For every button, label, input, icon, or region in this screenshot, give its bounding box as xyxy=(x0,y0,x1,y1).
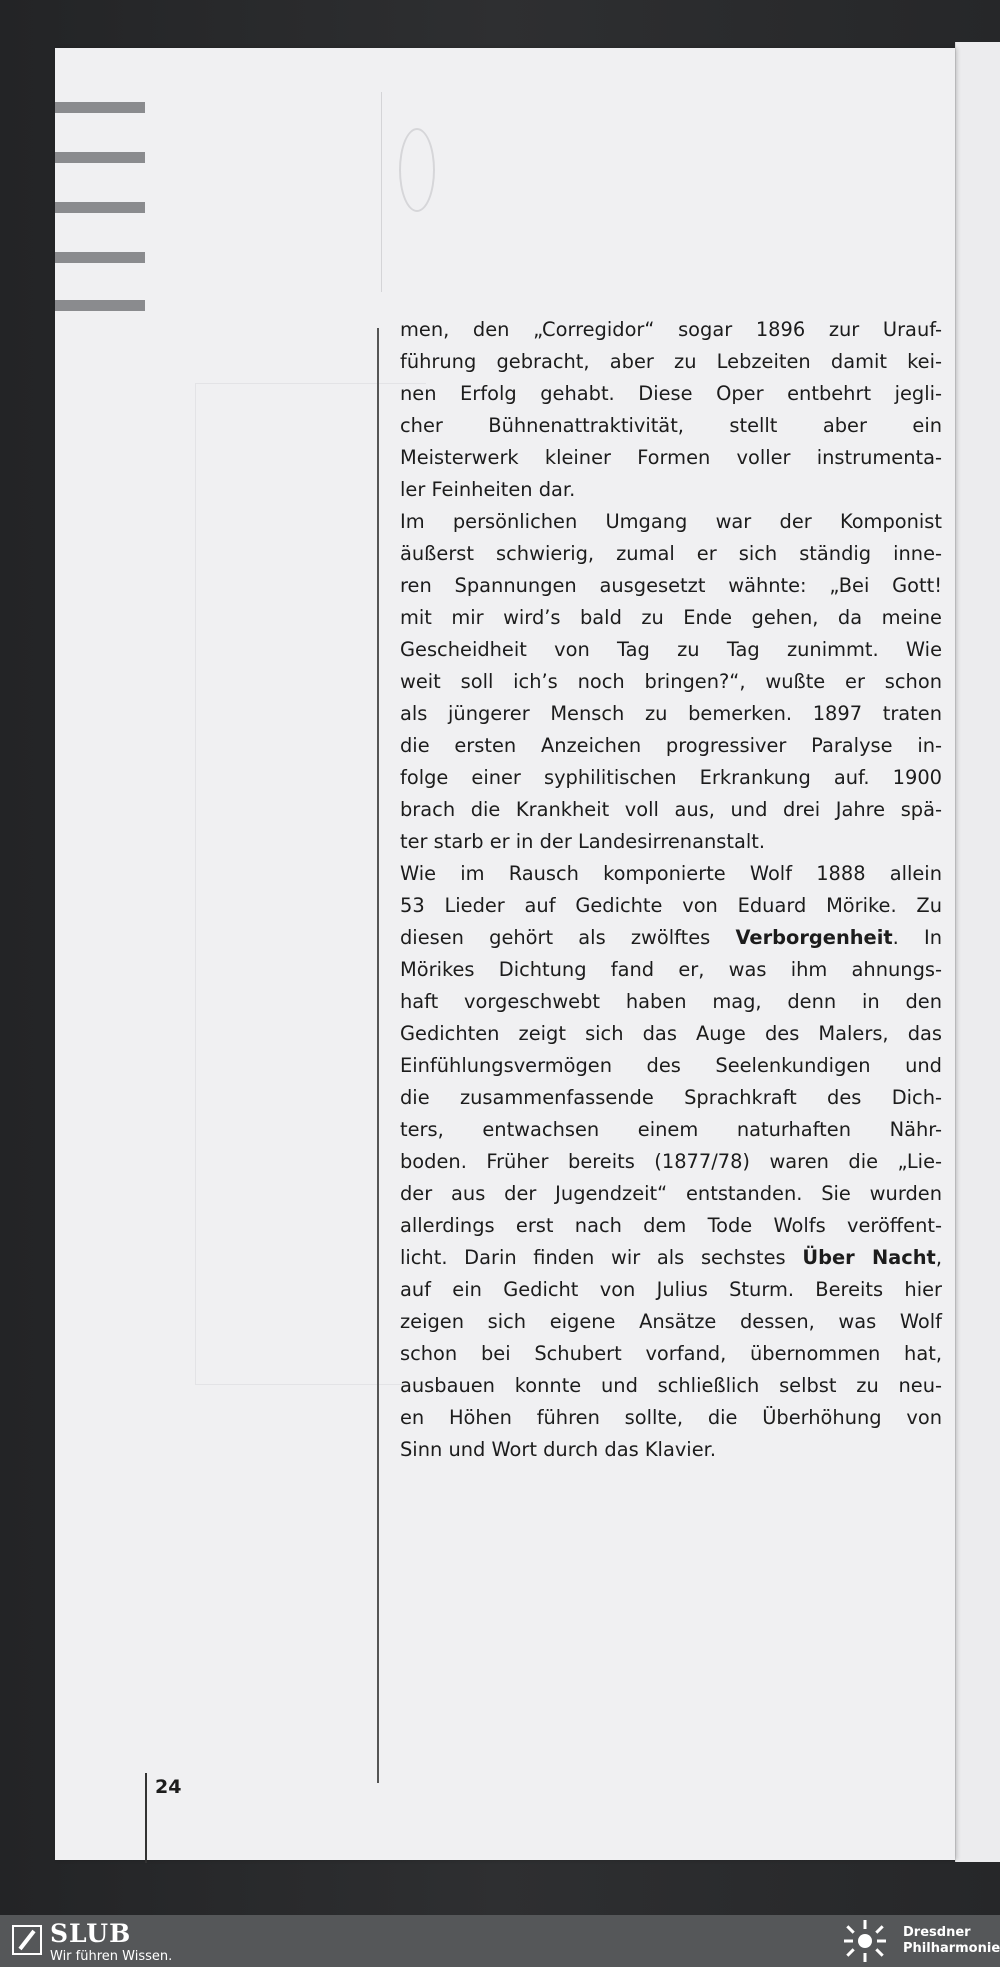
text-line xyxy=(400,954,942,986)
text-line xyxy=(400,1082,942,1114)
text-segment: schon bei Schubert vorfand, übernommen hat, xyxy=(400,1342,942,1365)
facing-page-edge xyxy=(955,42,1000,1862)
text-segment: ter starb er in der Landesirrenanstalt. xyxy=(400,830,765,853)
partner-name-line2: Philharmonie xyxy=(903,1941,1000,1956)
digitization-footer xyxy=(0,1915,1000,1967)
text-line xyxy=(400,1338,942,1370)
text-line xyxy=(400,826,942,858)
text-segment: ren Spannungen ausgesetzt wähnte: „Bei Gott! xyxy=(400,574,942,597)
song-title: Verborgenheit xyxy=(735,926,893,949)
text-segment: en Höhen führen sollte, die Überhöhung von xyxy=(400,1406,942,1429)
text-line xyxy=(400,442,942,474)
slub-logo-icon xyxy=(12,1925,42,1955)
text-segment: Einfühlungsvermögen des Seelenkundigen und xyxy=(400,1054,942,1077)
text-segment: mit mir wird’s bald zu Ende gehen, da meine xyxy=(400,606,942,629)
partner-name xyxy=(903,1925,1000,1957)
text-segment: Im persönlichen Umgang war der Komponist xyxy=(400,510,942,533)
text-segment: . In xyxy=(892,926,942,949)
text-segment: führung gebracht, aber zu Lebzeiten damit kei- xyxy=(400,350,942,373)
text-line xyxy=(400,1050,942,1082)
text-line xyxy=(400,378,942,410)
text-segment: ausbauen konnte und schließlich selbst zu neu- xyxy=(400,1374,942,1397)
text-segment: men, den „Corregidor“ sogar 1896 zur Urauf- xyxy=(400,318,942,341)
margin-stripe xyxy=(55,202,145,213)
text-segment: haft vorgeschwebt haben mag, denn in den xyxy=(400,990,942,1013)
text-segment: Wie im Rausch komponierte Wolf 1888 allein xyxy=(400,862,942,885)
text-line xyxy=(400,1018,942,1050)
margin-stripe xyxy=(55,152,145,163)
text-line xyxy=(400,794,942,826)
text-segment: diesen gehört als zwölftes xyxy=(400,926,736,949)
text-line xyxy=(400,666,942,698)
text-line xyxy=(400,890,942,922)
show-through-sidebar-box xyxy=(195,383,426,1385)
text-segment: boden. Früher bereits (1877/78) waren die „Lie- xyxy=(400,1150,942,1173)
text-line xyxy=(400,922,942,954)
text-segment: Gedichten zeigt sich das Auge des Malers, das xyxy=(400,1022,942,1045)
text-segment: zeigen sich eigene Ansätze dessen, was Wolf xyxy=(400,1310,942,1333)
text-segment: brach die Krankheit voll aus, und drei Jahre spä- xyxy=(400,798,942,821)
text-segment: auf ein Gedicht von Julius Sturm. Bereits hier xyxy=(400,1278,942,1301)
text-segment: der aus der Jugendzeit“ entstanden. Sie wurden xyxy=(400,1182,942,1205)
slub-name: SLUB xyxy=(50,1919,132,1948)
margin-stripe xyxy=(55,252,145,263)
text-segment: weit soll ich’s noch bringen?“, wußte er schon xyxy=(400,670,942,693)
text-line xyxy=(400,314,942,346)
partner-name-line1: Dresdner xyxy=(903,1925,971,1940)
text-segment: nen Erfolg gehabt. Diese Oper entbehrt jegli- xyxy=(400,382,942,405)
column-rule xyxy=(377,328,379,1783)
text-segment: äußerst schwierig, zumal er sich ständig inne- xyxy=(400,542,942,565)
text-segment: Mörikes Dichtung fand er, was ihm ahnungs- xyxy=(400,958,942,981)
text-line xyxy=(400,698,942,730)
text-segment: allerdings erst nach dem Tode Wolfs veröffent- xyxy=(400,1214,942,1237)
show-through-rule xyxy=(381,92,382,292)
margin-stripe xyxy=(55,102,145,113)
document-page xyxy=(55,48,955,1860)
text-segment: , xyxy=(935,1246,942,1269)
text-line xyxy=(400,410,942,442)
text-line xyxy=(400,762,942,794)
text-segment: die ersten Anzeichen progressiver Paralyse in- xyxy=(400,734,942,757)
text-line xyxy=(400,1370,942,1402)
text-line xyxy=(400,474,942,506)
text-line xyxy=(400,1146,942,1178)
text-line xyxy=(400,570,942,602)
text-line xyxy=(400,1274,942,1306)
text-segment: licht. Darin finden wir als sechstes xyxy=(400,1246,803,1269)
text-segment: ler Feinheiten dar. xyxy=(400,478,576,501)
text-line xyxy=(400,1178,942,1210)
text-line xyxy=(400,602,942,634)
slub-tagline: Wir führen Wissen. xyxy=(50,1949,173,1964)
text-line xyxy=(400,346,942,378)
text-line xyxy=(400,1242,942,1274)
song-title: Über Nacht xyxy=(802,1246,936,1269)
page-number: 24 xyxy=(155,1776,182,1798)
text-line xyxy=(400,1114,942,1146)
body-text xyxy=(400,314,942,1466)
text-segment: Gescheidheit von Tag zu Tag zunimmt. Wie xyxy=(400,638,942,661)
text-line xyxy=(400,538,942,570)
text-segment: als jüngerer Mensch zu bemerken. 1897 traten xyxy=(400,702,942,725)
text-line xyxy=(400,1434,942,1466)
page-number-rule xyxy=(145,1773,147,1863)
text-line xyxy=(400,506,942,538)
text-segment: die zusammenfassende Sprachkraft des Dich- xyxy=(400,1086,942,1109)
text-segment: Sinn und Wort durch das Klavier. xyxy=(400,1438,716,1461)
text-line xyxy=(400,1210,942,1242)
philharmonie-logo-icon xyxy=(840,1919,890,1963)
text-segment: 53 Lieder auf Gedichte von Eduard Mörike. Zu xyxy=(400,894,942,917)
text-segment: Meisterwerk kleiner Formen voller instrumenta- xyxy=(400,446,942,469)
text-line xyxy=(400,730,942,762)
text-line xyxy=(400,634,942,666)
text-line xyxy=(400,858,942,890)
text-segment: folge einer syphilitischen Erkrankung auf. 1900 xyxy=(400,766,942,789)
margin-stripe xyxy=(55,300,145,311)
text-line xyxy=(400,1402,942,1434)
text-line xyxy=(400,1306,942,1338)
text-segment: cher Bühnenattraktivität, stellt aber ein xyxy=(400,414,942,437)
show-through-ornament xyxy=(399,128,435,212)
text-segment: ters, entwachsen einem naturhaften Nähr- xyxy=(400,1118,942,1141)
text-line xyxy=(400,986,942,1018)
